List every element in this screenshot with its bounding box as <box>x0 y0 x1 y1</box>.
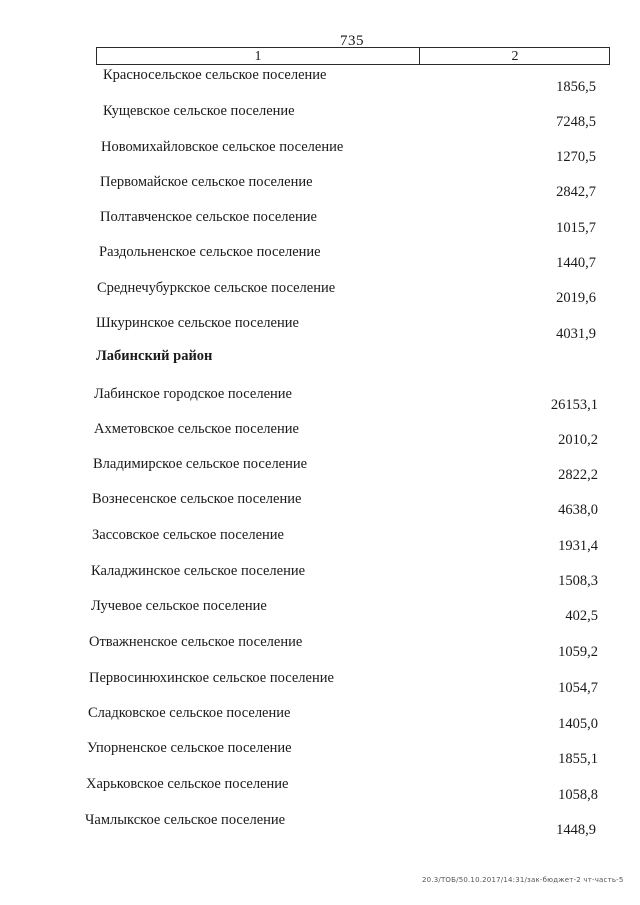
header-cell-col1: 1 <box>254 49 262 64</box>
table-row-value: 4031,9 <box>556 326 596 342</box>
table-row-value: 402,5 <box>565 608 598 624</box>
table-row-value: 1855,1 <box>558 751 598 767</box>
section-heading: Лабинский район <box>96 348 213 364</box>
table-row-value: 2010,2 <box>558 432 598 448</box>
table-row-value: 2842,7 <box>556 184 596 200</box>
table-row-name: Ахметовское сельское поселение <box>94 421 299 437</box>
table-row-value: 2822,2 <box>558 467 598 483</box>
table-row-name: Новомихайловское сельское поселение <box>101 139 344 155</box>
table-row-value: 1054,7 <box>558 680 598 696</box>
table-row-name: Первосинюхинское сельское поселение <box>89 670 334 686</box>
table-row-value: 2019,6 <box>556 290 596 306</box>
table-row-name: Вознесенское сельское поселение <box>92 491 302 507</box>
table-row-name: Зассовское сельское поселение <box>92 527 284 543</box>
table-row-value: 1405,0 <box>558 716 598 732</box>
table-row-name: Красносельское сельское поселение <box>103 67 327 83</box>
table-row-name: Среднечубуркское сельское поселение <box>97 280 336 296</box>
table-row-value: 1856,5 <box>556 79 596 95</box>
table-row-name: Шкуринское сельское поселение <box>96 315 299 331</box>
table-row-value: 7248,5 <box>556 114 596 130</box>
table-row-name: Раздольненское сельское поселение <box>99 244 321 260</box>
table-row-name: Лучевое сельское поселение <box>91 598 267 614</box>
table-row-name: Полтавченское сельское поселение <box>100 209 317 225</box>
table-row-value: 1931,4 <box>558 538 598 554</box>
footer-stamp: 20.3/ТОБ/50.10.2017/14:31/зак-бюджет-2 чт-часть-5 <box>422 876 624 884</box>
table-row-value: 1508,3 <box>558 573 598 589</box>
table-row-name: Харьковское сельское поселение <box>86 776 289 792</box>
table-row-value: 4638,0 <box>558 502 598 518</box>
table-row-name: Чамлыкское сельское поселение <box>85 812 286 828</box>
header-cell-col2: 2 <box>419 48 610 64</box>
table-row-name: Лабинское городское поселение <box>94 386 292 402</box>
table-row-name: Кущевское сельское поселение <box>103 103 295 119</box>
table-row-value: 1270,5 <box>556 149 596 165</box>
table-row-value: 1440,7 <box>556 255 596 271</box>
table-row-name: Каладжинское сельское поселение <box>91 563 306 579</box>
table-row-name: Упорненское сельское поселение <box>87 740 292 756</box>
table-row-value: 1059,2 <box>558 644 598 660</box>
table-row-name: Отважненское сельское поселение <box>89 634 303 650</box>
table-row-name: Сладковское сельское поселение <box>88 705 291 721</box>
table-row-value: 1015,7 <box>556 220 596 236</box>
table-row-value: 26153,1 <box>550 397 598 413</box>
table-row-name: Первомайское сельское поселение <box>100 174 313 190</box>
table-row-value: 1058,8 <box>558 787 598 803</box>
table-row-name: Владимирское сельское поселение <box>93 456 308 472</box>
page-number: 735 <box>340 33 364 49</box>
table-header-row <box>96 47 610 65</box>
table-row-value: 1448,9 <box>556 822 596 838</box>
